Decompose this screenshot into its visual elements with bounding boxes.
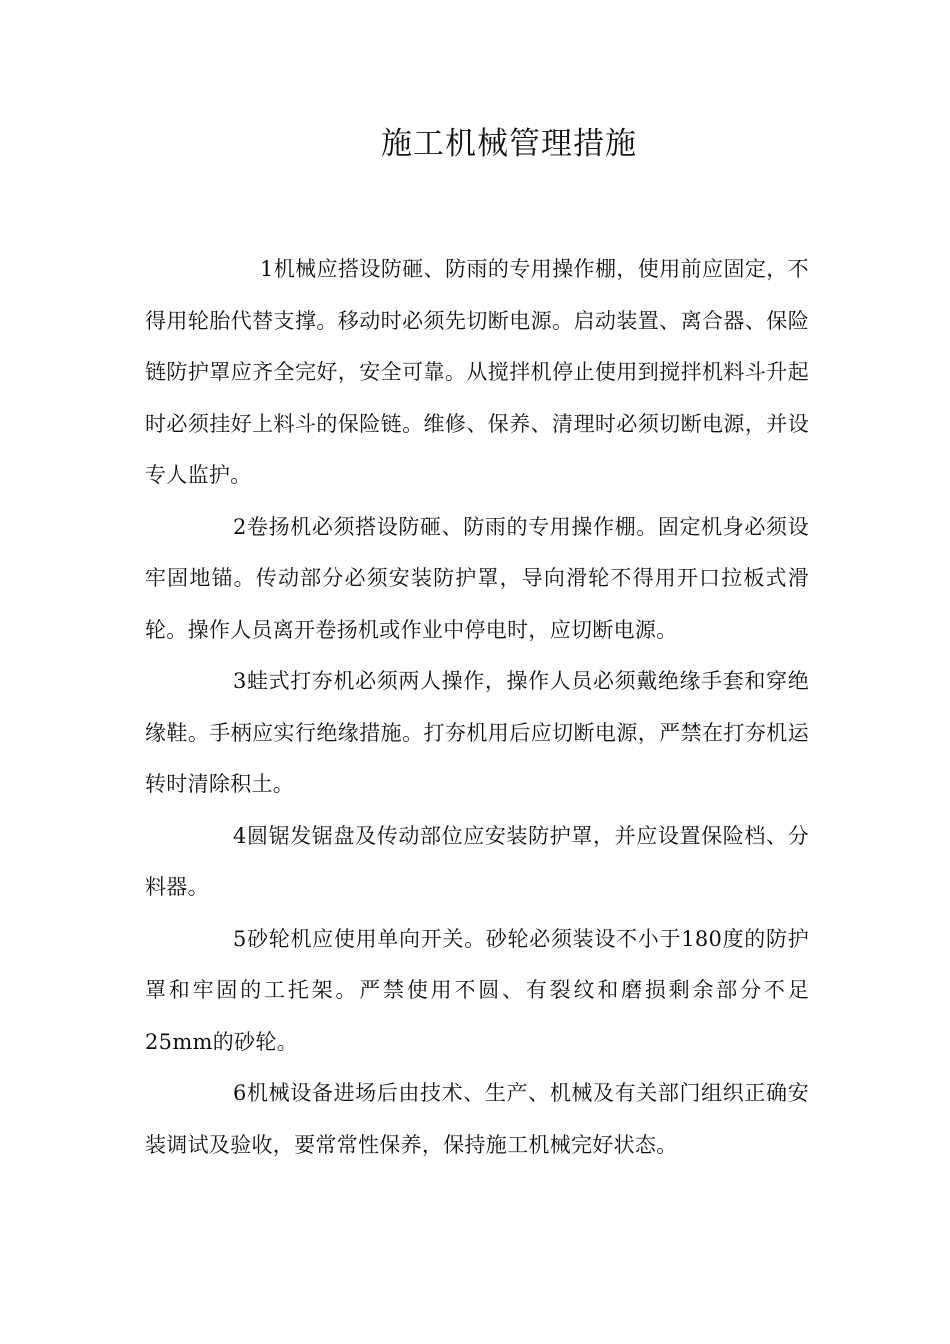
document-title: 施工机械管理措施 (381, 126, 637, 162)
paragraph-5: 5砂轮机应使用单向开关。砂轮必须装设不小于180度的防护罩和牢固的工托架。严禁使用不圆、有裂纹和磨损剩余部分不足25mm的砂轮。 (145, 926, 809, 1054)
paragraph-6: 6机械设备进场后由技术、生产、机械及有关部门组织正确安装调试及验收，要常常性保养，保持施工机械完好状态。 (145, 1081, 809, 1157)
paragraph-3: 3蛙式打夯机必须两人操作，操作人员必须戴绝缘手套和穿绝缘鞋。手柄应实行绝缘措施。打夯机用后应切断电源，严禁在打夯机运转时清除积土。 (145, 669, 809, 796)
paragraph-4: 4圆锯发锯盘及传动部位应安装防护罩，并应设置保险档、分料器。 (145, 823, 809, 899)
paragraph-2: 2卷扬机必须搭设防砸、防雨的专用操作棚。固定机身必须设牢固地锚。传动部分必须安装防护罩，导向滑轮不得用开口拉板式滑轮。操作人员离开卷扬机或作业中停电时，应切断电源。 (145, 514, 809, 642)
paragraph-1: 1机械应搭设防砸、防雨的专用操作棚，使用前应固定，不得用轮胎代替支撑。移动时必须先切断电源。启动装置、离合器、保险链防护罩应齐全完好，安全可靠。从搅拌机停止使用到搅拌机料斗升起时必须挂好上料斗的保险链。维修、保养、清理时必须切断电源，并设专人监护。 (145, 257, 809, 487)
document-body (145, 244, 809, 1171)
